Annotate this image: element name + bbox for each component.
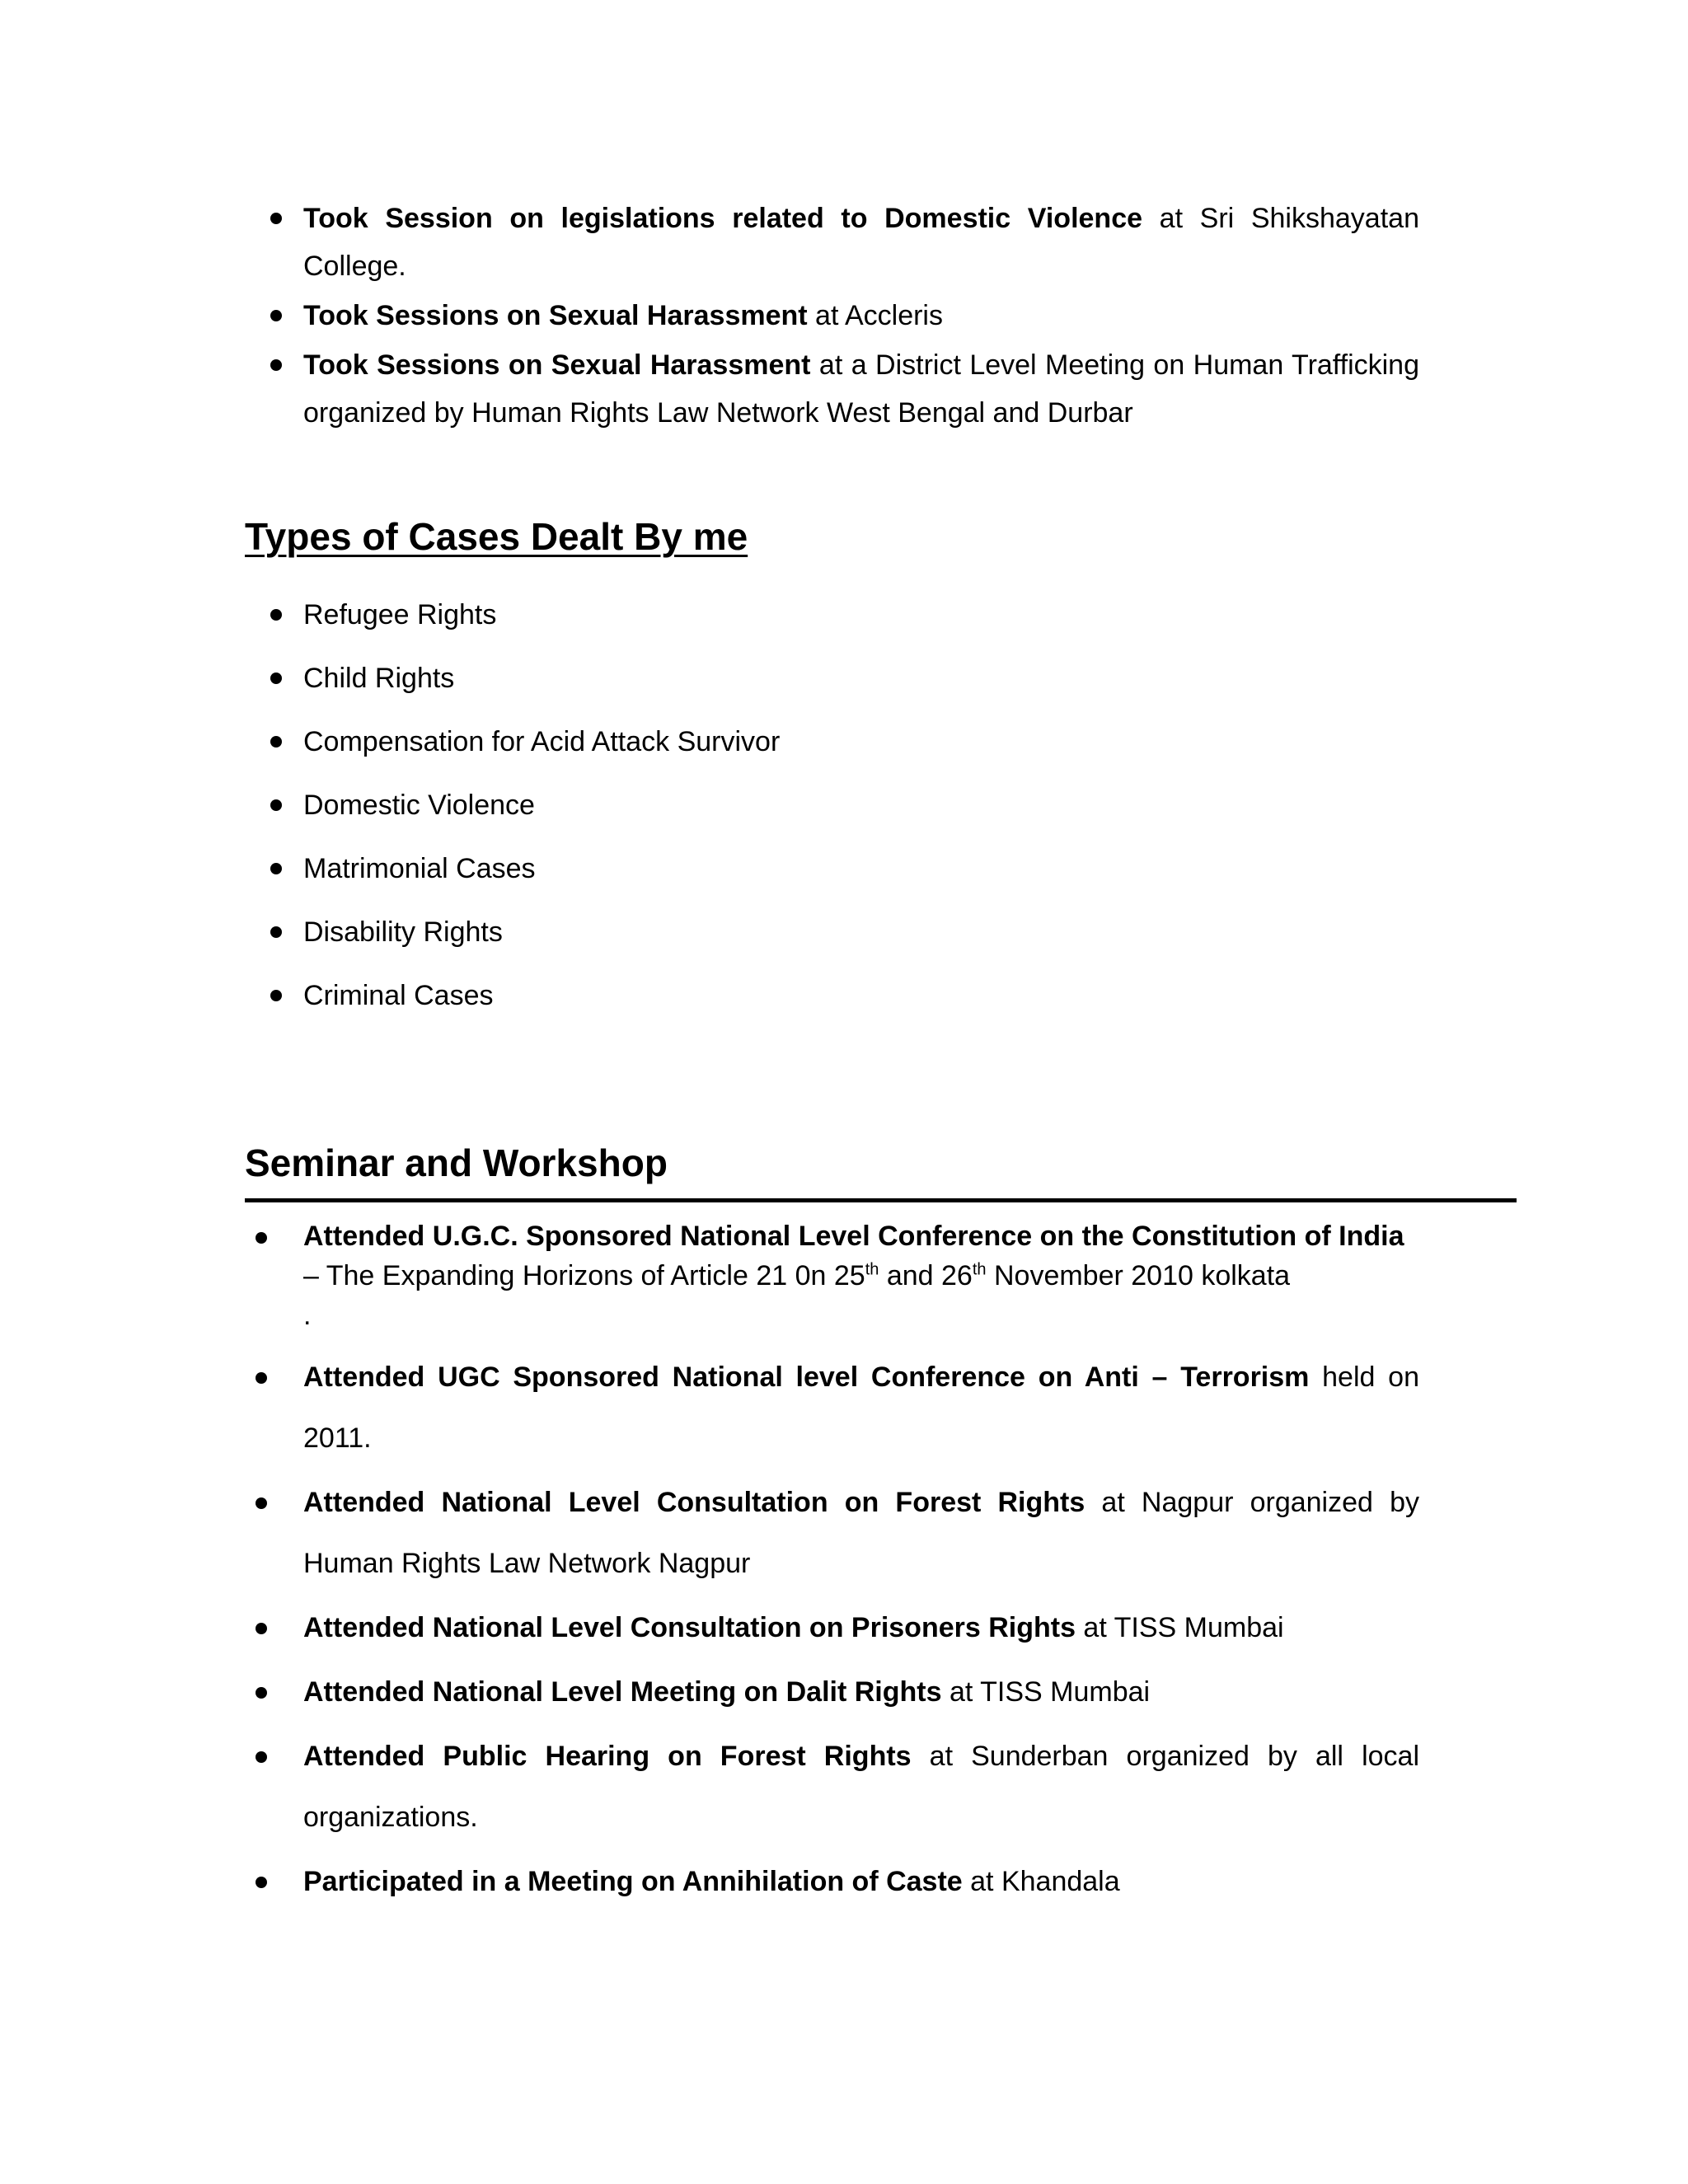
bullet-icon [256, 1877, 267, 1888]
list-item [247, 908, 1419, 956]
bullet-icon [270, 213, 282, 224]
heading-rule [245, 1198, 1517, 1202]
bullet-icon [256, 1232, 267, 1244]
bullet-icon [256, 1751, 267, 1763]
bullet-icon [256, 1497, 267, 1509]
list-item-text: Compensation for Acid Attack Survivor [303, 726, 781, 757]
list-item-text: Took Sessions on Sexual Harassment at Accleris [303, 300, 943, 331]
sessions-list [247, 194, 1419, 438]
list-item-text: Attended Public Hearing on Forest Rights at Sunderban organized by all local organizations. [303, 1741, 1419, 1833]
list-item [247, 1472, 1419, 1594]
list-item [247, 591, 1419, 639]
list-item-text: Attended UGC Sponsored National level Conference on Anti – Terrorism held on 2011. [303, 1361, 1419, 1454]
list-item [247, 292, 1419, 340]
list-item-text: Took Session on legislations related to Domestic Violence at Sri Shikshayatan College. [303, 203, 1419, 282]
list-item-text: Domestic Violence [303, 790, 535, 821]
seminar-heading: Seminar and Workshop [245, 1141, 668, 1184]
seminars-list [247, 1216, 1419, 1915]
bullet-icon [270, 990, 282, 1001]
list-item-text: Refugee Rights [303, 599, 497, 630]
bullet-icon [270, 926, 282, 938]
list-item [247, 1216, 1419, 1335]
list-item [247, 718, 1419, 766]
list-item [247, 972, 1419, 1019]
bullet-icon [256, 1687, 267, 1699]
bullet-icon [256, 1372, 267, 1384]
list-item-text: Matrimonial Cases [303, 853, 536, 884]
list-item-text: Took Sessions on Sexual Harassment at a District Level Meeting on Human Trafficking organized by Human Rights Law Network West Bengal and Durbar [303, 349, 1420, 429]
bullet-icon [270, 359, 282, 371]
bullet-icon [256, 1623, 267, 1634]
bullet-icon [270, 736, 282, 748]
list-item-text: Child Rights [303, 663, 455, 694]
list-item [247, 845, 1419, 893]
list-item-text: Attended National Level Consultation on Forest Rights at Nagpur organized by Human Rights Law Network Nagpur [303, 1487, 1419, 1579]
list-item [247, 1851, 1419, 1912]
bullet-icon [270, 609, 282, 621]
list-item [247, 1726, 1419, 1848]
list-item-text: Criminal Cases [303, 980, 494, 1011]
cases-heading: Types of Cases Dealt By me [245, 515, 748, 558]
list-item [247, 781, 1419, 829]
list-item [247, 341, 1419, 437]
list-item [247, 1661, 1419, 1722]
bullet-icon [270, 310, 282, 321]
list-item-text: Disability Rights [303, 916, 503, 948]
list-item-text: Attended National Level Meeting on Dalit Rights at TISS Mumbai [303, 1676, 1151, 1708]
cases-list [247, 591, 1419, 1035]
list-item-text: Participated in a Meeting on Annihilation of Caste at Khandala [303, 1866, 1120, 1897]
list-item [247, 194, 1419, 290]
list-item [247, 1597, 1419, 1658]
list-item [247, 654, 1419, 702]
list-item-text: Attended U.G.C. Sponsored National Level Conference on the Constitution of India – The Expanding Horizons of Article 21 0n 25th and 26th November 2010 kolkata . [303, 1221, 1404, 1331]
list-item-text: Attended National Level Consultation on Prisoners Rights at TISS Mumbai [303, 1612, 1284, 1643]
bullet-icon [270, 863, 282, 874]
bullet-icon [270, 673, 282, 684]
bullet-icon [270, 799, 282, 811]
list-item [247, 1347, 1419, 1469]
